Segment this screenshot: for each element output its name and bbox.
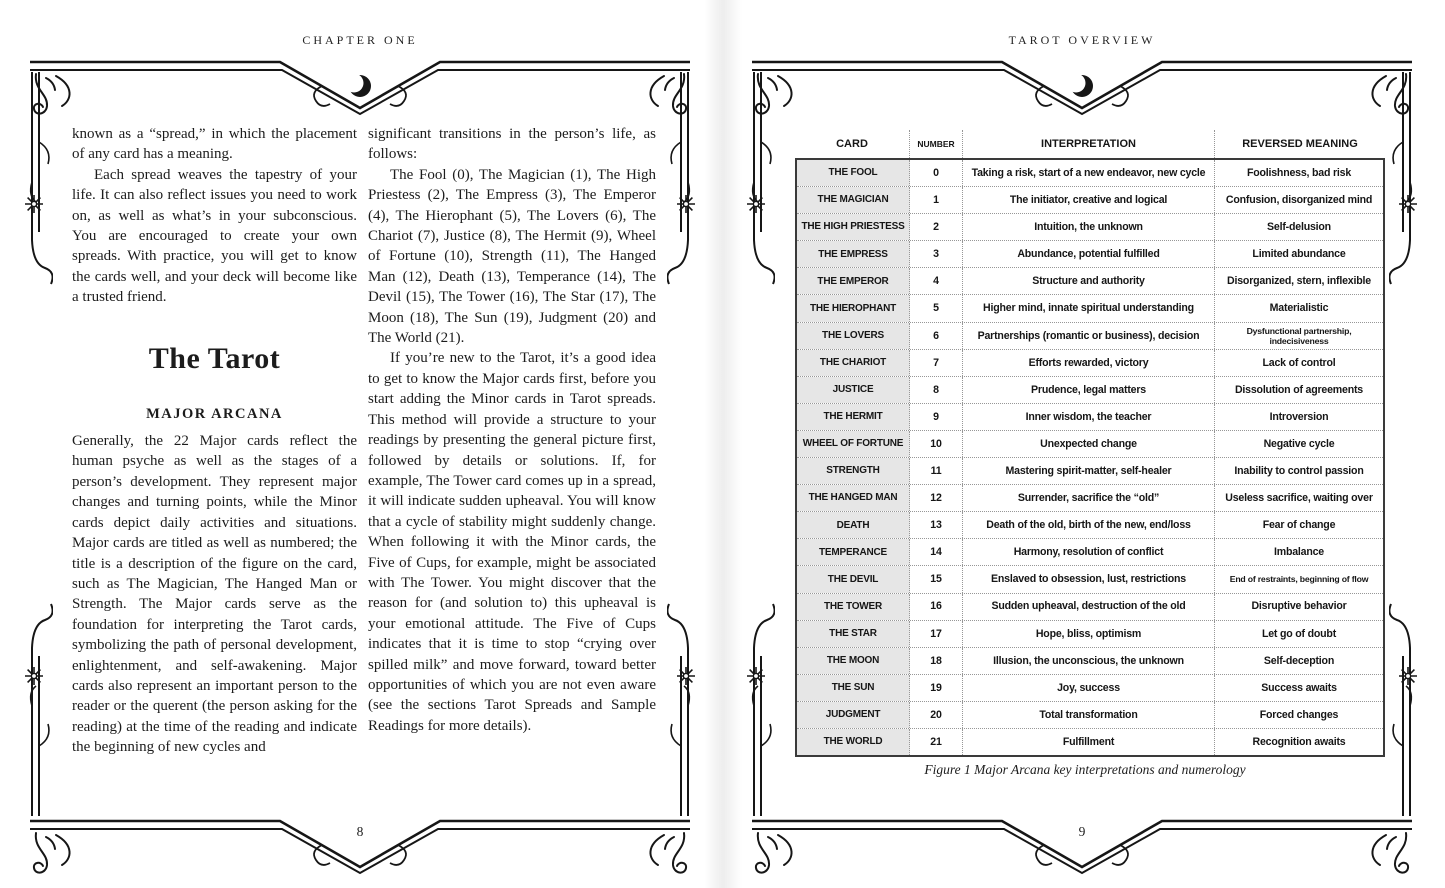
card-name-cell: DEATH (797, 512, 910, 538)
reversed-meaning-cell: Disorganized, stern, inflexible (1227, 275, 1371, 288)
card-number-cell: 9 (910, 404, 963, 430)
card-number-cell: 3 (910, 241, 963, 267)
interpretation-cell: Inner wisdom, the teacher (963, 404, 1215, 430)
card-number-cell: 0 (910, 160, 963, 186)
card-number-cell: 7 (910, 350, 963, 376)
table-row (797, 240, 1383, 267)
card-name-cell: THE HERMIT (797, 404, 910, 430)
card-name-cell: THE HIGH PRIESTESS (797, 214, 910, 240)
interpretation-cell: Harmony, resolution of conflict (963, 539, 1215, 565)
interpretation-cell: Hope, bliss, optimism (963, 621, 1215, 647)
card-number-cell: 14 (910, 539, 963, 565)
card-name-cell: THE CHARIOT (797, 350, 910, 376)
reversed-meaning-cell: Confusion, disorganized mind (1225, 194, 1373, 207)
reversed-meaning-cell: Self-delusion (1267, 221, 1331, 234)
table-row (797, 511, 1383, 538)
left-page (0, 0, 722, 888)
reversed-meaning-cell: Dysfunctional partnership, indecisiveness (1246, 325, 1352, 346)
top-border-ornament (752, 56, 1412, 116)
card-number-cell: 19 (910, 675, 963, 701)
table-row (797, 349, 1383, 376)
card-number-cell: 15 (910, 566, 963, 592)
vine-ornament (667, 586, 693, 816)
reversed-meaning-cell: Forced changes (1259, 708, 1339, 721)
reversed-meaning-cell: Inability to control passion (1234, 464, 1364, 477)
reversed-meaning-cell: Materialistic (1269, 302, 1329, 315)
table-row (797, 565, 1383, 592)
table-row (797, 538, 1383, 565)
figure-caption: Figure 1 Major Arcana key interpretations and numerology (924, 762, 1246, 777)
reversed-meaning-cell: Useless sacrifice, waiting over (1225, 492, 1373, 505)
interpretation-cell: Unexpected change (963, 431, 1215, 457)
table-row (797, 186, 1383, 213)
reversed-meaning-cell: Dissolution of agreements (1234, 383, 1364, 396)
reversed-meaning-cell: Introversion (1269, 410, 1329, 423)
card-number-cell: 17 (910, 621, 963, 647)
interpretation-cell: Death of the old, birth of the new, end/loss (963, 512, 1215, 538)
interpretation-cell: Surrender, sacrifice the “old” (963, 485, 1215, 511)
card-number-cell: 6 (910, 323, 963, 349)
body-paragraph: Generally, the 22 Major cards reflect the human psyche as well as the stages of a person’s development. They represent major changes and turning points, while the Minor cards depict daily activities and situations. Major cards are titled as well as numbered; the title is a description of the figure on the card, such as The Magician, The Hanged Man or Strength. The Major cards serve as the foundation for interpreting the Tarot cards, symbolizing the path of personal development, enlightenment, and self-awakening. Major cards also represent an important person to the reader or the querent (the person asking for the reading) at the time of the reading and indicate the beginning of new cycles and (72, 433, 357, 756)
eight-point-star-icon (676, 194, 696, 214)
interpretation-cell: Partnerships (romantic or business), decision (963, 323, 1215, 349)
reversed-meaning-cell: Negative cycle (1263, 437, 1335, 450)
vine-ornament (27, 72, 53, 302)
body-paragraph: If you’re new to the Tarot, it’s a good idea to get to know the Major cards first, before you start adding the Minor cards in Tarot spreads. This method will provide a structure to your readings by presenting the general picture first, followed by details or solutions. If, for example, The Tower card comes up in a spread, it will indicate sudden upheaval. You will know that a cycle of stability might suddenly change. When following it with the Minor cards, the Five of Cups, for example, might be associated with The Tower. You might discover that the reason for (and solution to) this upheaval is your emotional attitude. The Five of Cups indicates that it is time to stop “crying over spilled milk” and move forward, toward better opportunities of which you are not even aware (see the sections Tarot Spreads and Sample Readings for more details). (368, 350, 656, 734)
table-row (797, 728, 1383, 755)
table-row (797, 322, 1383, 349)
interpretation-cell: Taking a risk, start of a new endeavor, new cycle (963, 160, 1215, 186)
card-name-cell: THE TOWER (797, 594, 910, 620)
vine-ornament (667, 72, 693, 302)
top-border-ornament (30, 56, 690, 116)
table-row (797, 160, 1383, 186)
interpretation-cell: Fulfillment (963, 729, 1215, 755)
card-number-cell: 5 (910, 295, 963, 321)
text-column-1 (72, 124, 357, 758)
table-row (797, 457, 1383, 484)
body-paragraph: Each spread weaves the tapestry of your life. It can also reflect issues you need to work on, as well as what’s in your subconscious. You are encouraged to create your own spreads. With practice, you will get to know the cards well, and your deck will become like a trusted friend. (72, 166, 357, 306)
crescent-moon-icon (1067, 74, 1094, 98)
vine-ornament (27, 586, 53, 816)
reversed-meaning-cell: Let go of doubt (1261, 627, 1337, 640)
body-paragraph: The Fool (0), The Magician (1), The High Priestess (2), The Empress (3), The Emperor (4), The Hierophant (5), The Lovers (6), The Chariot (7), Justice (8), The Hermit (9), Wheel of Fortune (10), Strength (11), The Hanged Man (12), Death (13), Temperance (14), The Devil (15), The Tower (16), The Star (17), The Moon (18), The Sun (19), Judgment (20) and The World (21). (368, 166, 656, 347)
running-head: TAROT OVERVIEW (1008, 33, 1156, 47)
eight-point-star-icon (746, 194, 766, 214)
column-header-number: NUMBER (910, 130, 963, 158)
card-number-cell: 13 (910, 512, 963, 538)
table-row (797, 620, 1383, 647)
table-row (797, 647, 1383, 674)
reversed-meaning-cell: Recognition awaits (1252, 735, 1346, 748)
card-name-cell: STRENGTH (797, 458, 910, 484)
interpretation-cell: Abundance, potential fulfilled (963, 241, 1215, 267)
eight-point-star-icon (676, 666, 696, 686)
reversed-meaning-cell: Disruptive behavior (1251, 600, 1347, 613)
card-name-cell: THE LOVERS (797, 323, 910, 349)
table-row (797, 484, 1383, 511)
interpretation-cell: Prudence, legal matters (963, 377, 1215, 403)
card-number-cell: 18 (910, 648, 963, 674)
card-name-cell: TEMPERANCE (797, 539, 910, 565)
interpretation-cell: The initiator, creative and logical (963, 187, 1215, 213)
column-header-card: CARD (795, 130, 910, 158)
card-name-cell: THE EMPEROR (797, 268, 910, 294)
card-name-cell: WHEEL OF FORTUNE (797, 431, 910, 457)
eight-point-star-icon (24, 666, 44, 686)
card-number-cell: 8 (910, 377, 963, 403)
card-name-cell: THE DEVIL (797, 566, 910, 592)
interpretation-cell: Total transformation (963, 702, 1215, 728)
reversed-meaning-cell: Lack of control (1262, 356, 1336, 369)
card-number-cell: 12 (910, 485, 963, 511)
interpretation-cell: Efforts rewarded, victory (963, 350, 1215, 376)
interpretation-cell: Structure and authority (963, 268, 1215, 294)
body-paragraph: significant transitions in the person’s life, as follows: (368, 126, 656, 163)
table-body (795, 158, 1385, 757)
card-name-cell: THE STAR (797, 621, 910, 647)
card-number-cell: 1 (910, 187, 963, 213)
table-header-row (795, 130, 1385, 158)
page-number: 8 (356, 824, 364, 839)
section-heading: The Tarot (148, 341, 281, 375)
card-name-cell: THE MAGICIAN (797, 187, 910, 213)
reversed-meaning-cell: Self-deception (1263, 654, 1335, 667)
reversed-meaning-cell: Fear of change (1262, 519, 1336, 532)
table-row (797, 267, 1383, 294)
card-name-cell: JUDGMENT (797, 702, 910, 728)
table-row (797, 593, 1383, 620)
table-row (797, 213, 1383, 240)
eight-point-star-icon (1398, 666, 1418, 686)
vine-ornament (1389, 586, 1415, 816)
interpretation-cell: Higher mind, innate spiritual understanding (963, 295, 1215, 321)
table-row (797, 403, 1383, 430)
eight-point-star-icon (1398, 194, 1418, 214)
column-header-interpretation: INTERPRETATION (963, 130, 1215, 158)
vine-ornament (749, 586, 775, 816)
column-header-reversed-meaning: REVERSED MEANING (1242, 138, 1358, 150)
eight-point-star-icon (24, 194, 44, 214)
card-number-cell: 20 (910, 702, 963, 728)
reversed-meaning-cell: Limited abundance (1252, 248, 1346, 261)
card-number-cell: 21 (910, 729, 963, 755)
reversed-meaning-cell: Foolishness, bad risk (1246, 166, 1352, 179)
text-column-2 (368, 124, 656, 736)
interpretation-cell: Intuition, the unknown (963, 214, 1215, 240)
card-name-cell: JUSTICE (797, 377, 910, 403)
card-number-cell: 10 (910, 431, 963, 457)
interpretation-cell: Illusion, the unconscious, the unknown (963, 648, 1215, 674)
interpretation-cell: Enslaved to obsession, lust, restrictions (963, 566, 1215, 592)
table-row (797, 430, 1383, 457)
card-number-cell: 16 (910, 594, 963, 620)
table-row (797, 376, 1383, 403)
table-row (797, 674, 1383, 701)
card-name-cell: THE HIEROPHANT (797, 295, 910, 321)
reversed-meaning-cell: End of restraints, beginning of flow (1229, 574, 1369, 585)
card-number-cell: 11 (910, 458, 963, 484)
major-arcana-table (795, 130, 1385, 757)
vine-ornament (749, 72, 775, 302)
running-head: CHAPTER ONE (302, 33, 418, 47)
page-number: 9 (1078, 824, 1086, 839)
vine-ornament (1389, 72, 1415, 302)
card-name-cell: THE MOON (797, 648, 910, 674)
table-row (797, 701, 1383, 728)
table-row (797, 294, 1383, 321)
bottom-border-ornament (752, 815, 1412, 875)
subsection-heading: MAJOR ARCANA (146, 405, 283, 422)
right-page (722, 0, 1445, 888)
card-name-cell: THE SUN (797, 675, 910, 701)
bottom-border-ornament (30, 815, 690, 875)
crescent-moon-icon (345, 74, 372, 98)
interpretation-cell: Joy, success (963, 675, 1215, 701)
reversed-meaning-cell: Success awaits (1261, 681, 1337, 694)
reversed-meaning-cell: Imbalance (1273, 546, 1324, 559)
card-name-cell: THE FOOL (797, 160, 910, 186)
card-name-cell: THE WORLD (797, 729, 910, 755)
body-paragraph: known as a “spread,” in which the placement of any card has a meaning. (72, 126, 357, 163)
eight-point-star-icon (746, 666, 766, 686)
card-name-cell: THE EMPRESS (797, 241, 910, 267)
interpretation-cell: Sudden upheaval, destruction of the old (963, 594, 1215, 620)
card-name-cell: THE HANGED MAN (797, 485, 910, 511)
card-number-cell: 4 (910, 268, 963, 294)
interpretation-cell: Mastering spirit-matter, self-healer (963, 458, 1215, 484)
card-number-cell: 2 (910, 214, 963, 240)
